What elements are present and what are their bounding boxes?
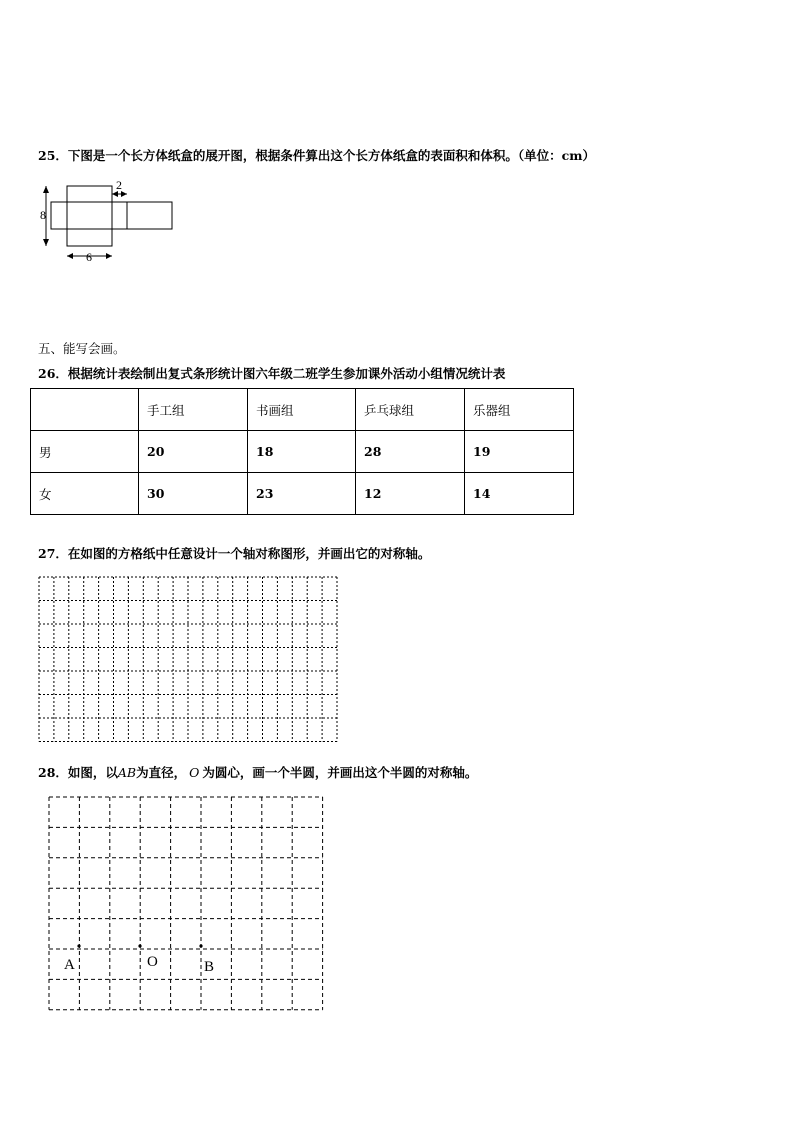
question-26-text: 26．根据统计表绘制出复式条形统计图六年级二班学生参加课外活动小组情况统计表 [38, 366, 506, 381]
box-net-diagram [38, 176, 188, 268]
table-cell: 19 [465, 431, 574, 473]
table-cell: 28 [356, 431, 465, 473]
table-row [31, 431, 574, 473]
table-cell: 12 [356, 473, 465, 515]
point-o-label: O [147, 954, 158, 970]
table-header-cell [31, 389, 139, 431]
stats-table [30, 388, 574, 515]
o-label: O [189, 765, 200, 780]
question-27-text: 27．在如图的方格纸中任意设计一个轴对称图形，并画出它的对称轴。 [38, 546, 431, 561]
question-25-text: 25．下图是一个长方体纸盒的展开图，根据条件算出这个长方体纸盒的表面积和体积。（单位：cm） [38, 148, 595, 163]
question-28-mid: 为直径， [136, 765, 187, 780]
table-header-cell: 手工组 [139, 389, 248, 431]
net-top-face [67, 186, 112, 202]
length-label: 6 [86, 250, 92, 264]
point-o-dot [138, 944, 141, 947]
table-cell: 14 [465, 473, 574, 515]
width-label: 2 [116, 178, 122, 192]
square-grid-paper[interactable] [38, 576, 340, 744]
table-cell: 30 [139, 473, 248, 515]
table-cell: 20 [139, 431, 248, 473]
semicircle-grid[interactable] [46, 794, 326, 1014]
height-label: 8 [40, 208, 46, 222]
table-header-cell: 乒乓球组 [356, 389, 465, 431]
question-28-prefix: 28．如图，以 [38, 765, 118, 780]
row-label: 男 [31, 431, 139, 473]
point-b-dot [199, 944, 202, 947]
point-a-dot [77, 944, 80, 947]
point-b-label: B [204, 959, 215, 975]
table-row [31, 473, 574, 515]
net-bottom-face [67, 229, 112, 246]
point-a-label: A [64, 957, 75, 973]
question-28-suffix: 为圆心，画一个半圆，并画出这个半圆的对称轴。 [202, 765, 478, 780]
question-28-text [38, 763, 477, 781]
table-header-row [31, 389, 574, 431]
grid-lines [39, 577, 337, 742]
ab-label: AB [117, 765, 137, 780]
grid-lines [49, 797, 323, 1010]
table-header-cell: 书画组 [248, 389, 356, 431]
section-title: 五、能写会画。 [38, 341, 126, 356]
table-cell: 23 [248, 473, 356, 515]
table-header-cell: 乐器组 [465, 389, 574, 431]
table-cell: 18 [248, 431, 356, 473]
row-label: 女 [31, 473, 139, 515]
